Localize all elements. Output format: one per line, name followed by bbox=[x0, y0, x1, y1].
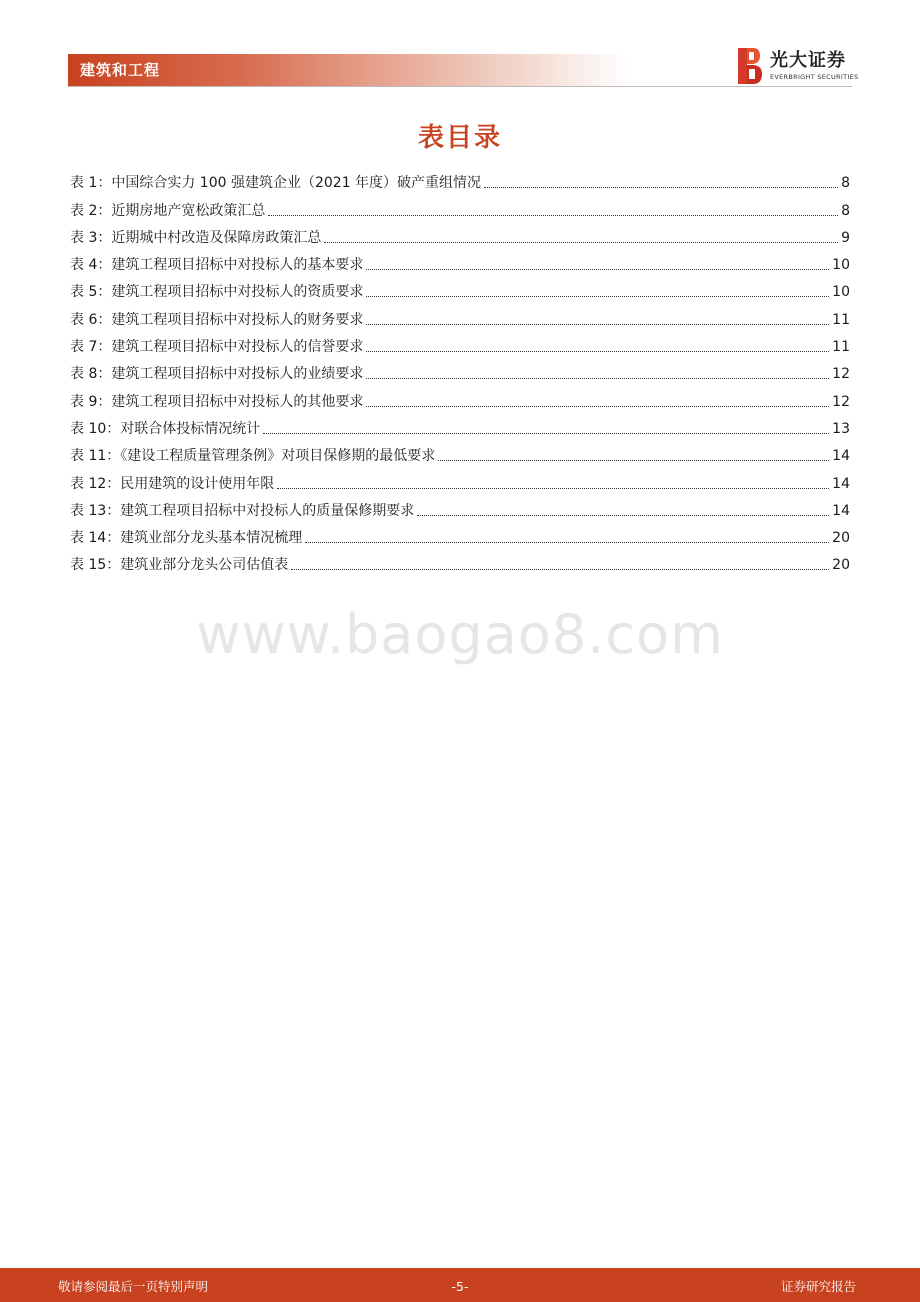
toc-entry-label: 表 8：建筑工程项目招标中对投标人的业绩要求 bbox=[70, 366, 364, 383]
toc-entry-page: 12 bbox=[832, 393, 850, 410]
toc-entry[interactable] bbox=[70, 439, 850, 466]
toc-entry-page: 10 bbox=[832, 284, 850, 301]
toc-entry[interactable] bbox=[70, 384, 850, 411]
toc-entry-page: 8 bbox=[841, 202, 850, 219]
toc-entry-page: 14 bbox=[832, 475, 850, 492]
toc-entry[interactable] bbox=[70, 193, 850, 220]
toc-entry[interactable] bbox=[70, 221, 850, 248]
header-divider bbox=[68, 86, 852, 87]
toc-entry[interactable] bbox=[70, 330, 850, 357]
toc-entry-label: 表 4：建筑工程项目招标中对投标人的基本要求 bbox=[70, 257, 364, 274]
toc-leader-dots bbox=[366, 324, 829, 325]
toc-entry-label: 表 6：建筑工程项目招标中对投标人的财务要求 bbox=[70, 311, 364, 328]
footer-report-type: 证券研究报告 bbox=[780, 1279, 856, 1294]
toc-leader-dots bbox=[366, 269, 829, 270]
toc-entry[interactable] bbox=[70, 466, 850, 493]
toc-entry-page: 8 bbox=[841, 175, 850, 192]
toc-leader-dots bbox=[484, 187, 838, 188]
toc-leader-dots bbox=[291, 569, 829, 570]
toc-entry-label: 表 11：《建设工程质量管理条例》对项目保修期的最低要求 bbox=[70, 448, 436, 465]
toc-entry[interactable] bbox=[70, 357, 850, 384]
toc-entry-page: 11 bbox=[832, 339, 850, 356]
logo-english-text: EVERBRIGHT SECURITIES bbox=[770, 73, 859, 81]
toc-entry-page: 20 bbox=[832, 557, 850, 574]
toc-entry[interactable] bbox=[70, 248, 850, 275]
toc-entry[interactable] bbox=[70, 412, 850, 439]
toc-leader-dots bbox=[277, 488, 829, 489]
toc-leader-dots bbox=[366, 351, 829, 352]
toc-entry[interactable] bbox=[70, 166, 850, 193]
toc-entry-label: 表 9：建筑工程项目招标中对投标人的其他要求 bbox=[70, 393, 364, 410]
toc-leader-dots bbox=[366, 378, 829, 379]
toc-leader-dots bbox=[366, 296, 829, 297]
toc-leader-dots bbox=[305, 542, 829, 543]
toc-leader-dots bbox=[324, 242, 838, 243]
toc-entry-label: 表 15：建筑业部分龙头公司估值表 bbox=[70, 557, 289, 574]
toc-leader-dots bbox=[417, 515, 829, 516]
toc-leader-dots bbox=[268, 215, 838, 216]
toc-entry-label: 表 3：近期城中村改造及保障房政策汇总 bbox=[70, 229, 322, 246]
toc-leader-dots bbox=[366, 406, 829, 407]
table-of-contents bbox=[70, 166, 850, 575]
page-title: 表目录 bbox=[417, 123, 502, 153]
toc-entry-label: 表 1：中国综合实力 100 强建筑企业（2021 年度）破产重组情况 bbox=[70, 175, 482, 192]
toc-entry[interactable] bbox=[70, 275, 850, 302]
toc-leader-dots bbox=[438, 460, 829, 461]
toc-entry-label: 表 7：建筑工程项目招标中对投标人的信誉要求 bbox=[70, 339, 364, 356]
toc-entry-page: 20 bbox=[832, 530, 850, 547]
toc-entry-label: 表 14：建筑业部分龙头基本情况梳理 bbox=[70, 530, 303, 547]
watermark: www.baogao8.com bbox=[196, 603, 724, 666]
toc-entry-label: 表 10：对联合体投标情况统计 bbox=[70, 420, 261, 437]
everbright-logo-icon bbox=[738, 48, 762, 84]
company-logo bbox=[738, 48, 859, 84]
toc-entry[interactable] bbox=[70, 302, 850, 329]
toc-entry-page: 10 bbox=[832, 257, 850, 274]
toc-entry-page: 11 bbox=[832, 311, 850, 328]
toc-entry-label: 表 12：民用建筑的设计使用年限 bbox=[70, 475, 275, 492]
page-number: -5- bbox=[451, 1279, 469, 1294]
toc-leader-dots bbox=[263, 433, 829, 434]
toc-entry-page: 12 bbox=[832, 366, 850, 383]
toc-entry[interactable] bbox=[70, 548, 850, 575]
toc-entry-page: 9 bbox=[841, 229, 850, 246]
section-title: 建筑和工程 bbox=[80, 61, 161, 79]
toc-entry[interactable] bbox=[70, 521, 850, 548]
toc-entry-label: 表 2：近期房地产宽松政策汇总 bbox=[70, 202, 266, 219]
toc-entry-label: 表 13：建筑工程项目招标中对投标人的质量保修期要求 bbox=[70, 502, 415, 519]
toc-entry-label: 表 5：建筑工程项目招标中对投标人的资质要求 bbox=[70, 284, 364, 301]
toc-entry-page: 14 bbox=[832, 448, 850, 465]
toc-entry[interactable] bbox=[70, 494, 850, 521]
toc-entry-page: 13 bbox=[832, 420, 850, 437]
logo-chinese-text: 光大证券 bbox=[770, 50, 846, 71]
toc-entry-page: 14 bbox=[832, 502, 850, 519]
footer-disclaimer: 敬请参阅最后一页特别声明 bbox=[58, 1279, 209, 1294]
